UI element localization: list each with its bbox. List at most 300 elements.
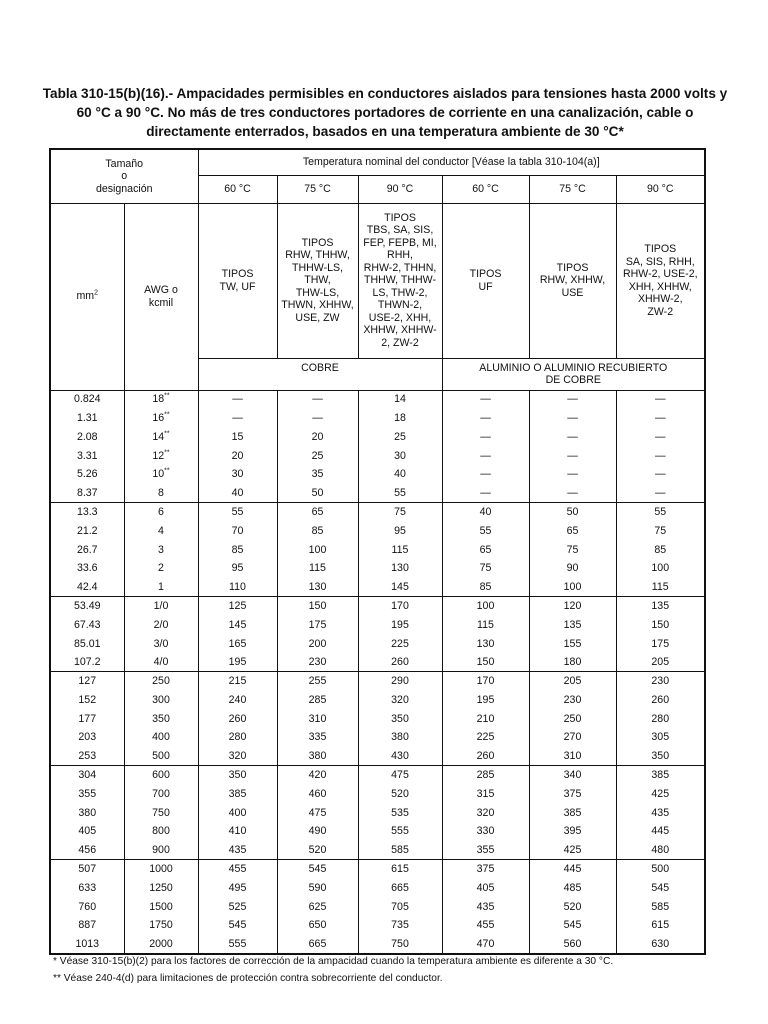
cell-ampacity: 665: [277, 935, 358, 954]
cell-ampacity: 195: [198, 653, 277, 672]
cell-awg: [124, 710, 198, 729]
table-row: [50, 672, 705, 691]
cell-ampacity: 25: [358, 428, 442, 447]
cell-ampacity: 95: [198, 559, 277, 578]
cell-ampacity: 75: [616, 522, 705, 541]
cell-ampacity: 425: [529, 841, 616, 860]
awg-value: 350: [152, 712, 170, 725]
cell-ampacity: 65: [442, 540, 529, 559]
cell-ampacity: 425: [616, 785, 705, 804]
awg-header: AWG o kcmil: [124, 203, 198, 390]
table-row: [50, 428, 705, 447]
awg-footnote-mark: **: [164, 430, 170, 438]
table-row: [50, 465, 705, 484]
cell-mm2: 405: [50, 822, 124, 841]
temp-60-copper: 60 °C: [198, 175, 277, 203]
cell-ampacity: 65: [529, 522, 616, 541]
cell-ampacity: 75: [529, 540, 616, 559]
cell-awg: [124, 540, 198, 559]
cell-ampacity: 470: [442, 935, 529, 954]
cell-ampacity: —: [529, 428, 616, 447]
cell-awg: [124, 634, 198, 653]
cell-ampacity: 560: [529, 935, 616, 954]
cell-ampacity: 270: [529, 728, 616, 747]
cell-ampacity: 485: [529, 879, 616, 898]
table-row: [50, 578, 705, 597]
cell-mm2: 107.2: [50, 653, 124, 672]
cell-ampacity: 110: [198, 578, 277, 597]
cell-ampacity: —: [616, 446, 705, 465]
cell-ampacity: 18: [358, 409, 442, 428]
awg-value: 18: [152, 393, 165, 406]
cell-ampacity: 545: [616, 879, 705, 898]
cell-ampacity: 75: [442, 559, 529, 578]
awg-value: 1: [158, 580, 164, 593]
size-header: Tamaño o designación: [50, 149, 198, 203]
cell-ampacity: 340: [529, 766, 616, 785]
awg-value: 250: [152, 675, 170, 688]
cell-ampacity: 205: [529, 672, 616, 691]
cell-ampacity: 20: [198, 446, 277, 465]
cell-ampacity: 630: [616, 935, 705, 954]
table-title: Tabla 310-15(b)(16).- Ampacidades permisibles en conductores aislados para tensiones hasta 2000 volts y 60 °C a 90 °C. No más de tres conductores portadores de corriente en una canalización, cable o directamente enterrados, basados en una temperatura ambiente de 30 °C*: [42, 86, 728, 139]
cell-awg: [124, 822, 198, 841]
cell-ampacity: 100: [616, 559, 705, 578]
cell-ampacity: 555: [358, 822, 442, 841]
cell-mm2: 507: [50, 860, 124, 879]
cell-ampacity: 445: [529, 860, 616, 879]
cell-ampacity: 290: [358, 672, 442, 691]
cell-ampacity: 615: [616, 916, 705, 935]
cell-ampacity: —: [529, 390, 616, 409]
cell-ampacity: 230: [616, 672, 705, 691]
cell-mm2: 456: [50, 841, 124, 860]
table-row: [50, 409, 705, 428]
footnote-2: ** Véase 240-4(d) para limitaciones de protección contra sobrecorriente del conductor.: [53, 973, 443, 984]
cell-ampacity: 260: [358, 653, 442, 672]
cell-ampacity: 455: [198, 860, 277, 879]
cell-mm2: 0.824: [50, 390, 124, 409]
awg-value: 3: [158, 543, 164, 556]
cell-ampacity: 320: [358, 691, 442, 710]
cell-ampacity: 130: [442, 634, 529, 653]
awg-footnote-mark: **: [164, 467, 170, 475]
awg-value: 2000: [149, 937, 173, 950]
cell-awg: [124, 503, 198, 522]
cell-ampacity: —: [529, 446, 616, 465]
cell-ampacity: 50: [277, 484, 358, 503]
cell-mm2: 2.08: [50, 428, 124, 447]
table-row: [50, 597, 705, 616]
cell-ampacity: 230: [277, 653, 358, 672]
cell-ampacity: 145: [198, 616, 277, 635]
cell-ampacity: 175: [616, 634, 705, 653]
cell-awg: [124, 898, 198, 917]
cell-ampacity: 85: [198, 540, 277, 559]
cell-ampacity: 520: [277, 841, 358, 860]
cell-ampacity: 200: [277, 634, 358, 653]
table-row: [50, 728, 705, 747]
awg-footnote-mark: **: [164, 449, 170, 456]
cell-ampacity: 380: [277, 747, 358, 766]
table-row: [50, 935, 705, 954]
cell-ampacity: 385: [198, 785, 277, 804]
cell-ampacity: —: [442, 390, 529, 409]
cell-ampacity: 100: [442, 597, 529, 616]
cell-mm2: 355: [50, 785, 124, 804]
cell-mm2: 85.01: [50, 634, 124, 653]
table-row: [50, 484, 705, 503]
cell-ampacity: 15: [198, 428, 277, 447]
cell-ampacity: 255: [277, 672, 358, 691]
table-row: [50, 390, 705, 409]
types-90-copper: TIPOS TBS, SA, SIS, FEP, FEPB, MI, RHH, RHW-2, THHN, THHW, THHW- LS, THW-2, THWN-2, USE-2, XHH, XHHW, XHHW- 2, ZW-2: [358, 203, 442, 358]
cell-ampacity: 170: [442, 672, 529, 691]
cell-ampacity: 535: [358, 804, 442, 823]
cell-mm2: 8.37: [50, 484, 124, 503]
cell-ampacity: 25: [277, 446, 358, 465]
footnotes: [53, 953, 733, 987]
cell-ampacity: 215: [198, 672, 277, 691]
cell-ampacity: 125: [198, 597, 277, 616]
cell-ampacity: —: [529, 409, 616, 428]
cell-ampacity: 375: [442, 860, 529, 879]
cell-ampacity: 585: [616, 898, 705, 917]
table-row: [50, 540, 705, 559]
cell-ampacity: 165: [198, 634, 277, 653]
cell-mm2: 5.26: [50, 465, 124, 484]
table-row: [50, 559, 705, 578]
types-60-copper: TIPOS TW, UF: [198, 203, 277, 358]
cell-awg: [124, 691, 198, 710]
awg-value: 1500: [149, 900, 173, 913]
table-row: [50, 822, 705, 841]
cell-ampacity: 435: [442, 898, 529, 917]
cell-mm2: 760: [50, 898, 124, 917]
temp-90-aluminum: 90 °C: [616, 175, 705, 203]
ampacity-table: [49, 148, 706, 955]
footnote-1: * Véase 310-15(b)(2) para los factores de corrección de la ampacidad cuando la temperatura ambiente es diferente a 30 °C.: [53, 956, 614, 967]
cell-awg: [124, 728, 198, 747]
awg-value: 900: [152, 844, 170, 857]
cell-ampacity: 55: [358, 484, 442, 503]
cell-ampacity: 280: [616, 710, 705, 729]
cell-awg: [124, 747, 198, 766]
cell-ampacity: —: [442, 484, 529, 503]
awg-value: 800: [152, 825, 170, 838]
cell-mm2: 21.2: [50, 522, 124, 541]
cell-ampacity: 750: [358, 935, 442, 954]
cell-ampacity: 195: [358, 616, 442, 635]
cell-ampacity: 380: [358, 728, 442, 747]
cell-awg: [124, 465, 198, 484]
cell-awg: [124, 841, 198, 860]
cell-ampacity: —: [198, 390, 277, 409]
awg-value: 14: [152, 430, 165, 443]
cell-ampacity: 435: [616, 804, 705, 823]
cell-ampacity: 40: [358, 465, 442, 484]
table-row: [50, 879, 705, 898]
temp-90-copper: 90 °C: [358, 175, 442, 203]
cell-ampacity: 335: [277, 728, 358, 747]
cell-ampacity: 520: [529, 898, 616, 917]
table-row: [50, 522, 705, 541]
cell-ampacity: —: [442, 428, 529, 447]
cell-ampacity: 115: [277, 559, 358, 578]
cell-ampacity: 30: [198, 465, 277, 484]
cell-mm2: 26.7: [50, 540, 124, 559]
cell-ampacity: 525: [198, 898, 277, 917]
cell-ampacity: 240: [198, 691, 277, 710]
temp-60-aluminum: 60 °C: [442, 175, 529, 203]
cell-mm2: 53.49: [50, 597, 124, 616]
cell-awg: [124, 916, 198, 935]
cell-ampacity: 55: [442, 522, 529, 541]
cell-ampacity: 205: [616, 653, 705, 672]
cell-ampacity: 385: [616, 766, 705, 785]
cell-ampacity: 455: [442, 916, 529, 935]
cell-ampacity: 100: [529, 578, 616, 597]
cell-ampacity: 735: [358, 916, 442, 935]
cell-awg: [124, 860, 198, 879]
cell-mm2: 42.4: [50, 578, 124, 597]
table-row: [50, 446, 705, 465]
table-row: [50, 653, 705, 672]
aluminum-header: ALUMINIO O ALUMINIO RECUBIERTO DE COBRE: [442, 358, 705, 390]
cell-mm2: 127: [50, 672, 124, 691]
copper-header: COBRE: [198, 358, 442, 390]
cell-mm2: 887: [50, 916, 124, 935]
cell-ampacity: —: [277, 390, 358, 409]
cell-ampacity: —: [198, 409, 277, 428]
cell-ampacity: 330: [442, 822, 529, 841]
cell-awg: [124, 409, 198, 428]
cell-ampacity: 435: [198, 841, 277, 860]
cell-ampacity: —: [616, 428, 705, 447]
awg-value: 4/0: [153, 656, 169, 669]
table-row: [50, 691, 705, 710]
awg-footnote-mark: **: [164, 411, 170, 419]
cell-ampacity: 320: [198, 747, 277, 766]
cell-mm2: 633: [50, 879, 124, 898]
awg-value: 6: [158, 506, 164, 519]
awg-value: 8: [158, 486, 164, 499]
cell-ampacity: 50: [529, 503, 616, 522]
cell-ampacity: 350: [198, 766, 277, 785]
temp-75-aluminum: 75 °C: [529, 175, 616, 203]
cell-ampacity: 305: [616, 728, 705, 747]
cell-mm2: 203: [50, 728, 124, 747]
cell-ampacity: 135: [616, 597, 705, 616]
cell-ampacity: 85: [616, 540, 705, 559]
cell-awg: [124, 390, 198, 409]
cell-ampacity: 130: [277, 578, 358, 597]
cell-ampacity: 145: [358, 578, 442, 597]
awg-value: 2/0: [153, 618, 169, 631]
awg-value: 300: [152, 693, 170, 706]
awg-value: 1250: [149, 881, 173, 894]
table-row: [50, 710, 705, 729]
cell-ampacity: 155: [529, 634, 616, 653]
cell-ampacity: 70: [198, 522, 277, 541]
awg-value: 16: [152, 411, 165, 424]
table-row: [50, 804, 705, 823]
cell-ampacity: 260: [442, 747, 529, 766]
cell-ampacity: 555: [198, 935, 277, 954]
table-row: [50, 860, 705, 879]
types-75-aluminum: TIPOS RHW, XHHW, USE: [529, 203, 616, 358]
cell-ampacity: —: [529, 484, 616, 503]
cell-ampacity: 55: [198, 503, 277, 522]
cell-ampacity: 135: [529, 616, 616, 635]
cell-ampacity: 475: [358, 766, 442, 785]
cell-ampacity: 120: [529, 597, 616, 616]
cell-ampacity: —: [616, 484, 705, 503]
cell-ampacity: 115: [616, 578, 705, 597]
cell-ampacity: 260: [616, 691, 705, 710]
cell-ampacity: 85: [277, 522, 358, 541]
cell-ampacity: 260: [198, 710, 277, 729]
cell-ampacity: 315: [442, 785, 529, 804]
awg-footnote-mark: **: [164, 392, 170, 400]
cell-ampacity: 545: [198, 916, 277, 935]
cell-ampacity: 545: [529, 916, 616, 935]
cell-awg: [124, 578, 198, 597]
table-row: [50, 898, 705, 917]
awg-value: 700: [152, 787, 170, 800]
cell-ampacity: 225: [358, 634, 442, 653]
table-row: [50, 747, 705, 766]
cell-awg: [124, 559, 198, 578]
cell-ampacity: 585: [358, 841, 442, 860]
cell-awg: [124, 672, 198, 691]
cell-ampacity: —: [442, 409, 529, 428]
cell-mm2: 3.31: [50, 446, 124, 465]
awg-value: 600: [152, 769, 170, 782]
awg-value: 1000: [149, 863, 173, 876]
cell-ampacity: 320: [442, 804, 529, 823]
awg-value: 1/0: [153, 600, 169, 613]
cell-awg: [124, 597, 198, 616]
cell-mm2: 67.43: [50, 616, 124, 635]
cell-ampacity: 615: [358, 860, 442, 879]
cell-ampacity: —: [616, 409, 705, 428]
cell-ampacity: —: [616, 465, 705, 484]
temp-75-copper: 75 °C: [277, 175, 358, 203]
cell-awg: [124, 804, 198, 823]
types-90-aluminum: TIPOS SA, SIS, RHH, RHW-2, USE-2, XHH, XHHW, XHHW-2, ZW-2: [616, 203, 705, 358]
cell-ampacity: 625: [277, 898, 358, 917]
cell-awg: [124, 935, 198, 954]
awg-value: 10: [152, 468, 165, 481]
cell-awg: [124, 653, 198, 672]
cell-ampacity: 150: [442, 653, 529, 672]
cell-ampacity: 75: [358, 503, 442, 522]
cell-ampacity: —: [277, 409, 358, 428]
cell-ampacity: 130: [358, 559, 442, 578]
cell-ampacity: 420: [277, 766, 358, 785]
cell-awg: [124, 616, 198, 635]
cell-ampacity: 310: [529, 747, 616, 766]
cell-ampacity: 40: [198, 484, 277, 503]
cell-ampacity: 285: [277, 691, 358, 710]
cell-ampacity: 170: [358, 597, 442, 616]
cell-ampacity: 285: [442, 766, 529, 785]
cell-ampacity: 95: [358, 522, 442, 541]
cell-ampacity: 65: [277, 503, 358, 522]
cell-ampacity: 430: [358, 747, 442, 766]
cell-ampacity: 480: [616, 841, 705, 860]
mm2-header: $mm^2$: [50, 203, 124, 390]
cell-awg: [124, 785, 198, 804]
awg-value: 1750: [149, 919, 173, 932]
awg-value: 500: [152, 750, 170, 763]
cell-ampacity: 85: [442, 578, 529, 597]
cell-ampacity: 14: [358, 390, 442, 409]
cell-ampacity: 150: [616, 616, 705, 635]
cell-awg: [124, 484, 198, 503]
cell-ampacity: 30: [358, 446, 442, 465]
cell-ampacity: 280: [198, 728, 277, 747]
cell-ampacity: 115: [358, 540, 442, 559]
cell-awg: [124, 766, 198, 785]
table-row: [50, 841, 705, 860]
awg-value: 12: [152, 449, 165, 462]
cell-mm2: 304: [50, 766, 124, 785]
cell-ampacity: 500: [616, 860, 705, 879]
cell-ampacity: 55: [616, 503, 705, 522]
cell-ampacity: 355: [442, 841, 529, 860]
cell-awg: [124, 446, 198, 465]
cell-ampacity: 590: [277, 879, 358, 898]
cell-ampacity: 90: [529, 559, 616, 578]
awg-value: 2: [158, 562, 164, 575]
cell-ampacity: 230: [529, 691, 616, 710]
table-row: [50, 616, 705, 635]
awg-value: 750: [152, 806, 170, 819]
cell-ampacity: 545: [277, 860, 358, 879]
cell-ampacity: —: [442, 465, 529, 484]
types-60-aluminum: TIPOS UF: [442, 203, 529, 358]
cell-ampacity: 490: [277, 822, 358, 841]
cell-ampacity: —: [442, 446, 529, 465]
cell-mm2: 13.3: [50, 503, 124, 522]
temperature-header: Temperatura nominal del conductor [Véase la tabla 310-104(a)]: [198, 149, 705, 175]
table-row: [50, 916, 705, 935]
cell-ampacity: 195: [442, 691, 529, 710]
types-75-copper: TIPOS RHW, THHW, THHW-LS, THW, THW-LS, THWN, XHHW, USE, ZW: [277, 203, 358, 358]
cell-mm2: 152: [50, 691, 124, 710]
cell-awg: [124, 522, 198, 541]
cell-ampacity: 150: [277, 597, 358, 616]
awg-value: 3/0: [153, 637, 169, 650]
cell-ampacity: 40: [442, 503, 529, 522]
cell-ampacity: 385: [529, 804, 616, 823]
cell-ampacity: 650: [277, 916, 358, 935]
cell-ampacity: 35: [277, 465, 358, 484]
cell-ampacity: 210: [442, 710, 529, 729]
cell-ampacity: 400: [198, 804, 277, 823]
cell-awg: [124, 879, 198, 898]
cell-ampacity: 225: [442, 728, 529, 747]
cell-ampacity: 705: [358, 898, 442, 917]
awg-value: 400: [152, 731, 170, 744]
cell-ampacity: —: [529, 465, 616, 484]
cell-ampacity: 115: [442, 616, 529, 635]
table-row: [50, 785, 705, 804]
cell-mm2: 380: [50, 804, 124, 823]
cell-ampacity: 350: [616, 747, 705, 766]
